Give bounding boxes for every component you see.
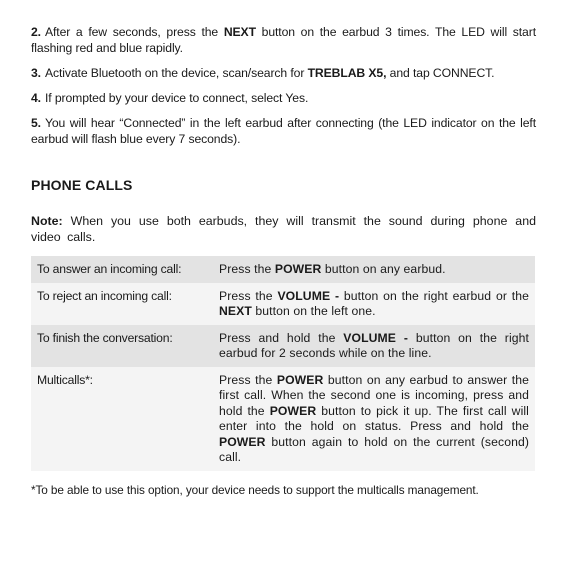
power-button-term: POWER — [219, 434, 266, 449]
section-title: PHONE CALLS — [31, 177, 133, 193]
instruction-cell — [213, 283, 535, 325]
step-number: 4. — [31, 91, 41, 105]
table-row — [31, 367, 535, 471]
step-number: 5. — [31, 116, 41, 130]
step-text: You will hear “Connected” in the left earbud after connecting (the LED indicator on the left earbud will flash blue every 7 seconds). — [31, 116, 536, 146]
table-row — [31, 256, 535, 283]
instruction-text: button on the right earbud or the — [339, 288, 529, 303]
instruction-text: button on any earbud to answer the first call. When the second one is incoming, press and hold the — [219, 372, 529, 418]
table-row — [31, 325, 535, 367]
instruction-text: Press the — [219, 262, 275, 276]
instruction-cell — [213, 325, 535, 367]
step-3 — [31, 65, 536, 81]
manual-page — [31, 24, 536, 497]
instruction-text: button on the right earbud for 2 seconds while on the line. — [219, 330, 530, 360]
step-4 — [31, 90, 536, 106]
action-cell: Multicalls*: — [31, 367, 213, 471]
step-text: After a few seconds, press the — [44, 25, 224, 39]
action-cell: To finish the conversation: — [31, 325, 213, 367]
volume-button-term: VOLUME - — [343, 330, 409, 345]
action-cell: To reject an incoming call: — [31, 283, 213, 325]
next-button-term: NEXT — [223, 25, 256, 39]
instruction-text: button on the left one. — [251, 304, 376, 318]
footnote: *To be able to use this option, your device needs to support the multicalls management. — [31, 482, 479, 497]
step-text: and tap CONNECT. — [386, 66, 495, 80]
step-number: 2. — [31, 25, 41, 39]
instruction-text: Press and hold the — [219, 330, 344, 345]
step-number: 3. — [31, 66, 41, 80]
instruction-text: button on any earbud. — [321, 262, 446, 276]
note-text: When you use both earbuds, they will transmit the sound during phone and video calls. — [31, 214, 536, 244]
step-text: If prompted by your device to connect, select Yes. — [44, 91, 309, 105]
step-2 — [31, 24, 536, 56]
phone-calls-table — [31, 256, 535, 471]
instruction-text: button to pick it up. The first call will enter into the hold on status. Press and hold the — [219, 403, 529, 433]
action-cell: To answer an incoming call: — [31, 256, 213, 283]
power-button-term: POWER — [276, 372, 324, 387]
step-text: Activate Bluetooth on the device, scan/search for — [44, 66, 308, 80]
power-button-term: POWER — [269, 403, 317, 418]
device-name-term: TREBLAB X5, — [307, 66, 387, 80]
note-label: Note: — [31, 214, 63, 228]
power-button-term: POWER — [274, 262, 322, 276]
instruction-text: button again to hold on the current (second) call. — [219, 434, 529, 464]
note-paragraph — [31, 213, 536, 245]
step-5 — [31, 115, 536, 147]
volume-button-term: VOLUME - — [277, 288, 340, 303]
step-text: button on the earbud 3 times. The LED will start flashing red and blue rapidly. — [31, 25, 536, 55]
table-row — [31, 283, 535, 325]
instruction-cell — [213, 367, 535, 471]
next-button-term: NEXT — [219, 304, 252, 318]
instruction-cell — [213, 256, 535, 283]
instruction-text: Press the — [219, 288, 278, 303]
instruction-text: Press the — [219, 372, 277, 387]
